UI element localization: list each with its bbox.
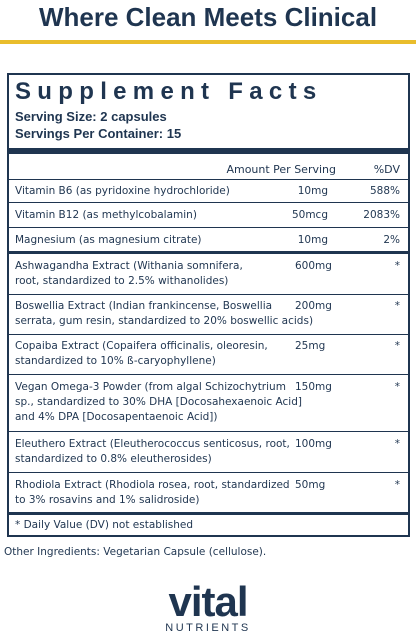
ingredient-name: Boswellia Extract (Indian frankincense, Boswellia serrata, gum resin, standardized to 20% boswellic acids) [15,300,314,327]
dv-header: %DV [373,163,400,176]
ingredient-amount: 25mg [295,340,326,352]
section-divider [9,512,408,515]
ingredient-amount: 50mg [295,479,326,491]
ingredient-dv: * [394,479,400,491]
row-divider [9,227,408,228]
ingredient-amount: 100mg [295,438,332,450]
ingredient-dv: * [394,438,400,450]
ingredient-amount: 600mg [295,260,332,272]
nutrient-dv: 588% [369,185,400,197]
nutrient-dv: 2% [383,234,400,246]
ingredient-name: Rhodiola Extract (Rhodiola rosea, root, standardized to 3% rosavins and 1% salidroside) [15,479,290,506]
ingredient-name: Copaiba Extract (Copaifera officinalis, oleoresin, standardized to 10% ß-caryophyllene) [15,340,268,367]
row-divider [9,294,408,295]
serving-size: Serving Size: 2 capsules [15,109,167,124]
dv-footnote: * Daily Value (DV) not established [15,519,194,531]
nutrient-amount: 50mcg [291,209,328,221]
brand-tagline: NUTRIENTS [165,622,251,634]
ingredient-dv: * [394,300,400,312]
header-divider [9,179,408,180]
brand-logo [0,578,416,634]
row-divider [9,334,408,335]
amount-per-serving-header: Amount Per Serving [226,163,336,176]
other-ingredients: Other Ingredients: Vegetarian Capsule (cellulose). [4,546,267,558]
thick-divider [9,148,408,154]
row-divider [9,472,408,473]
ingredient-dv: * [394,340,400,352]
nutrient-amount: 10mg [297,185,328,197]
supplement-facts-title: Supplement Facts [15,78,323,105]
ingredient-name: Vegan Omega-3 Powder (from algal Schizochytrium sp., standardized to 30% DHA [Docosahexaenoic Acid] and 4% DPA [Docosapentaenoic Acid]) [15,381,302,423]
nutrient-name: Magnesium (as magnesium citrate) [15,234,202,246]
servings-per-container: Servings Per Container: 15 [15,126,182,141]
ingredient-name: Eleuthero Extract (Eleutherococcus senticosus, root, standardized to 0.8% eleutherosides) [15,438,290,465]
section-divider [9,251,408,254]
row-divider [9,202,408,203]
ingredient-amount: 200mg [295,300,332,312]
row-divider [9,374,408,375]
nutrient-amount: 10mg [297,234,328,246]
headline: Where Clean Meets Clinical [38,2,378,32]
nutrient-name: Vitamin B6 (as pyridoxine hydrochloride) [15,185,230,197]
ingredient-dv: * [394,260,400,272]
row-divider [9,431,408,432]
brand-name: vital [168,578,248,625]
ingredient-dv: * [394,381,400,393]
ingredient-name: Ashwagandha Extract (Withania somnifera, root, standardized to 2.5% withanolides) [15,260,243,287]
ingredient-amount: 150mg [295,381,332,393]
nutrient-name: Vitamin B12 (as methylcobalamin) [15,209,197,221]
supplement-facts-panel [7,73,410,537]
accent-rule [0,40,416,44]
nutrient-dv: 2083% [363,209,400,221]
